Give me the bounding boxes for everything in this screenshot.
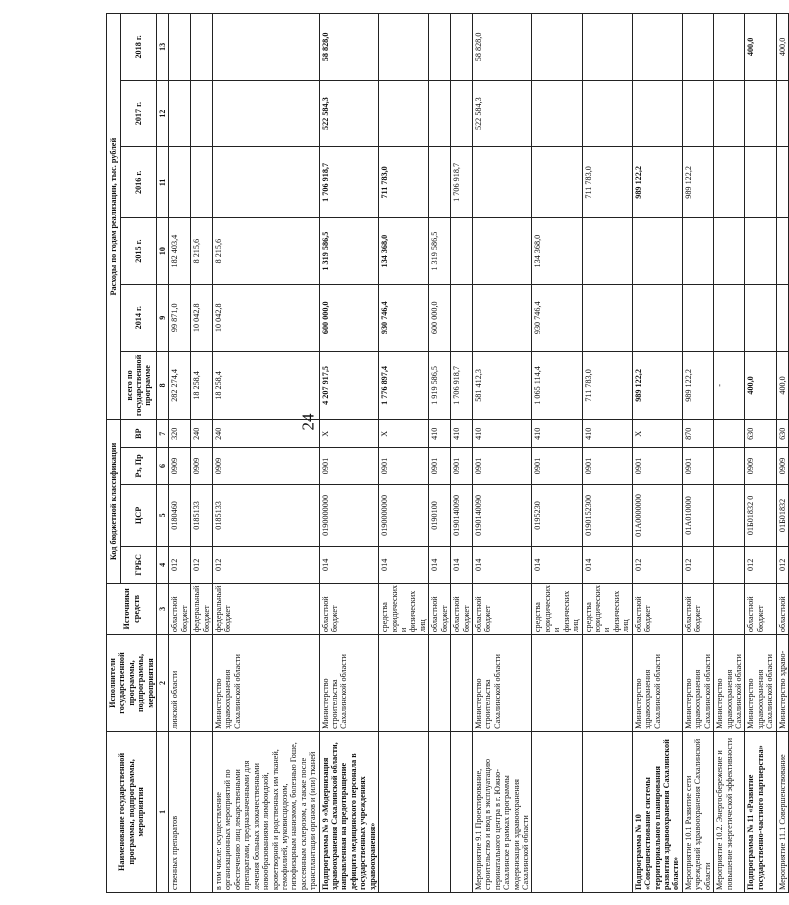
- table-row: [472, 14, 532, 893]
- cell-executor: Министерство строительства Сахалинской области: [319, 635, 379, 732]
- cell-2018: 58 828,0: [472, 14, 532, 81]
- col-number: 2: [157, 635, 169, 732]
- cell-csr: 0190000000: [319, 484, 379, 546]
- cell-csr: [714, 484, 745, 546]
- rotated-table-wrapper: [106, 13, 787, 893]
- cell-executor: Министерство здравоохранения Сахалинской области: [745, 635, 776, 732]
- cell-csr: 0190100: [429, 484, 451, 546]
- cell-executor: [191, 635, 213, 732]
- table-row: [169, 14, 191, 893]
- cell-2017: [429, 80, 451, 147]
- cell-2017: [682, 80, 713, 147]
- cell-2015: 1 319 586,5: [429, 218, 451, 285]
- cell-rzpr: 0901: [532, 448, 582, 485]
- cell-2014: [451, 284, 473, 351]
- cell-source: областной бюджет: [319, 583, 379, 635]
- cell-2018: 400,0: [745, 14, 776, 81]
- table-row: [212, 14, 319, 893]
- cell-2015: [682, 218, 713, 285]
- cell-2018: 58 828,0: [319, 14, 379, 81]
- cell-vr: X: [319, 420, 379, 448]
- cell-vr: 410: [472, 420, 532, 448]
- budget-table: [106, 13, 789, 893]
- cell-grbs: 012: [745, 547, 776, 584]
- cell-source: областной бюджет: [169, 583, 191, 635]
- page-number: 24: [298, 413, 318, 431]
- cell-2016: [169, 147, 191, 218]
- cell-vr: 240: [191, 420, 213, 448]
- cell-2016: [714, 147, 745, 218]
- cell-2016: [532, 147, 582, 218]
- cell-rzpr: 0909: [745, 448, 776, 485]
- header-years: Расходы по годам реализации, тыс. рублей: [107, 14, 121, 420]
- cell-rzpr: 0901: [632, 448, 682, 485]
- column-number-row: [157, 14, 169, 893]
- cell-2015: 134 368,0: [379, 218, 429, 285]
- cell-2016: [429, 147, 451, 218]
- cell-total: 282 274,4: [169, 351, 191, 420]
- cell-vr: X: [632, 420, 682, 448]
- cell-source: областной бюджет: [429, 583, 451, 635]
- cell-grbs: 012: [191, 547, 213, 584]
- cell-2014: 930 746,4: [379, 284, 429, 351]
- cell-csr: 01Б01832 0: [745, 484, 776, 546]
- cell-csr: 0190000000: [379, 484, 429, 546]
- table-row: [379, 14, 429, 893]
- cell-total: 400,0: [776, 351, 788, 420]
- cell-total: 989 122,2: [632, 351, 682, 420]
- col-number: 10: [157, 218, 169, 285]
- col-number: 6: [157, 448, 169, 485]
- cell-grbs: 012: [776, 547, 788, 584]
- header-2017: 2017 г.: [121, 80, 157, 147]
- cell-rzpr: 0901: [379, 448, 429, 485]
- cell-2016: 711 783,0: [582, 147, 632, 218]
- cell-2017: [582, 80, 632, 147]
- cell-2016: [191, 147, 213, 218]
- cell-total: 18 258,4: [191, 351, 213, 420]
- table-row: [532, 14, 582, 893]
- cell-vr: 410: [582, 420, 632, 448]
- cell-source: областной бюджет: [632, 583, 682, 635]
- col-number: 5: [157, 484, 169, 546]
- cell-2014: 10 042,8: [212, 284, 319, 351]
- cell-rzpr: 0909: [776, 448, 788, 485]
- cell-2014: [682, 284, 713, 351]
- cell-2016: [212, 147, 319, 218]
- cell-2018: [212, 14, 319, 81]
- cell-vr: 630: [776, 420, 788, 448]
- cell-executor: Министерство здравоохранения Сахалинской области: [714, 635, 745, 732]
- cell-grbs: 012: [212, 547, 319, 584]
- header-2014: 2014 г.: [121, 284, 157, 351]
- cell-grbs: 014: [532, 547, 582, 584]
- cell-2016: 1 706 918,7: [319, 147, 379, 218]
- cell-2015: [714, 218, 745, 285]
- cell-rzpr: 0901: [319, 448, 379, 485]
- col-number: 1: [157, 731, 169, 892]
- cell-2017: [714, 80, 745, 147]
- cell-total: 4 207 917,5: [319, 351, 379, 420]
- cell-name: Мероприятие 9.1 Проектирование, строительство и ввод в эксплуатацию перинатального центра в г. Южно-Сахалинске в рамках программы модернизации здравоохранения Сахалинской области: [472, 731, 532, 892]
- cell-vr: 870: [682, 420, 713, 448]
- cell-2017: [632, 80, 682, 147]
- cell-csr: 0180460: [169, 484, 191, 546]
- cell-2018: [582, 14, 632, 81]
- cell-total: 581 412,3: [472, 351, 532, 420]
- cell-total: 1 706 918,7: [451, 351, 473, 420]
- cell-total: 18 258,4: [212, 351, 319, 420]
- cell-2016: [472, 147, 532, 218]
- cell-vr: [714, 420, 745, 448]
- cell-2015: [632, 218, 682, 285]
- cell-2014: [472, 284, 532, 351]
- cell-2018: [451, 14, 473, 81]
- header-name: Наименование государственной программы, подпрограммы, мероприятия: [107, 731, 157, 892]
- cell-executor: [429, 635, 451, 732]
- cell-2018: [191, 14, 213, 81]
- cell-name: Мероприятие 10.2. Энергосбережение и повышение энергетической эффективности: [714, 731, 745, 892]
- cell-csr: 0190140090: [472, 484, 532, 546]
- cell-vr: X: [379, 420, 429, 448]
- col-number: 11: [157, 147, 169, 218]
- cell-source: [714, 583, 745, 635]
- header-total: всего по государственной программе: [121, 351, 157, 420]
- cell-2016: [745, 147, 776, 218]
- cell-name: Подпрограмма № 9 «Модернизация здравоохранения Сахалинской области, направленная на предотвращение дефицита медицинского персонала в государственных учреждениях здравоохранения»: [319, 731, 379, 892]
- cell-executor: [532, 635, 582, 732]
- header-source: Источники средств: [107, 583, 157, 635]
- cell-2016: 1 706 918,7: [451, 147, 473, 218]
- cell-grbs: 014: [582, 547, 632, 584]
- cell-2014: 600 000,0: [429, 284, 451, 351]
- cell-2014: 930 746,4: [532, 284, 582, 351]
- col-number: 3: [157, 583, 169, 635]
- cell-total: 989 122,2: [682, 351, 713, 420]
- cell-total: 1 776 897,4: [379, 351, 429, 420]
- table-body: [169, 14, 789, 893]
- cell-csr: 0190152300: [582, 484, 632, 546]
- table-row: [632, 14, 682, 893]
- cell-executor: [582, 635, 632, 732]
- cell-executor: Министерство здравоохранения Сахалинской области: [212, 635, 319, 732]
- table-row: [451, 14, 473, 893]
- cell-name: [191, 731, 213, 892]
- cell-2018: [429, 14, 451, 81]
- col-number: 4: [157, 547, 169, 584]
- cell-vr: 410: [451, 420, 473, 448]
- cell-rzpr: [714, 448, 745, 485]
- cell-2015: [451, 218, 473, 285]
- col-number: 13: [157, 14, 169, 81]
- cell-source: средства юридических и физических лиц: [379, 583, 429, 635]
- cell-2015: [472, 218, 532, 285]
- cell-2015: 134 368,0: [532, 218, 582, 285]
- cell-executor: Министерство здравоохранения Сахалинской области: [632, 635, 682, 732]
- cell-total: -: [714, 351, 745, 420]
- cell-2014: [582, 284, 632, 351]
- cell-2017: 522 584,3: [319, 80, 379, 147]
- table-row: [745, 14, 776, 893]
- cell-2018: [682, 14, 713, 81]
- cell-2014: [776, 284, 788, 351]
- cell-total: 400,0: [745, 351, 776, 420]
- cell-total: 711 783,0: [582, 351, 632, 420]
- cell-name: Мероприятие 10.1 Развитие сети учреждений здравоохранения Сахалинской области: [682, 731, 713, 892]
- cell-executor: [379, 635, 429, 732]
- cell-2017: [745, 80, 776, 147]
- cell-2015: [582, 218, 632, 285]
- cell-grbs: 012: [169, 547, 191, 584]
- cell-2015: [745, 218, 776, 285]
- cell-grbs: 014: [429, 547, 451, 584]
- cell-2016: 989 122,2: [632, 147, 682, 218]
- cell-2014: [632, 284, 682, 351]
- cell-2014: 99 871,0: [169, 284, 191, 351]
- header-2016: 2016 г.: [121, 147, 157, 218]
- cell-rzpr: 0901: [472, 448, 532, 485]
- header-rzpr: Рз, Пр: [121, 448, 157, 485]
- cell-source: областной бюджет: [745, 583, 776, 635]
- cell-rzpr: 0909: [169, 448, 191, 485]
- table-row: [191, 14, 213, 893]
- cell-csr: 01A0000000: [632, 484, 682, 546]
- cell-source: федеральный бюджет: [191, 583, 213, 635]
- cell-2018: [632, 14, 682, 81]
- cell-2015: 8 215,6: [191, 218, 213, 285]
- col-number: 9: [157, 284, 169, 351]
- table-row: [714, 14, 745, 893]
- cell-name: [429, 731, 451, 892]
- cell-2014: 10 042,8: [191, 284, 213, 351]
- cell-grbs: 014: [472, 547, 532, 584]
- cell-vr: 410: [532, 420, 582, 448]
- cell-2017: 522 584,3: [472, 80, 532, 147]
- cell-2017: [191, 80, 213, 147]
- cell-2018: [169, 14, 191, 81]
- cell-name: [379, 731, 429, 892]
- cell-source: областной бюджет: [451, 583, 473, 635]
- cell-rzpr: 0909: [191, 448, 213, 485]
- col-number: 7: [157, 420, 169, 448]
- table-row: [582, 14, 632, 893]
- cell-csr: 0195230: [532, 484, 582, 546]
- cell-2018: [379, 14, 429, 81]
- cell-2014: 600 000,0: [319, 284, 379, 351]
- cell-csr: 01Б01832: [776, 484, 788, 546]
- cell-2016: [776, 147, 788, 218]
- cell-2017: [212, 80, 319, 147]
- cell-2015: 1 319 586,5: [319, 218, 379, 285]
- cell-vr: 320: [169, 420, 191, 448]
- cell-2018: [714, 14, 745, 81]
- table-header: [107, 14, 169, 893]
- cell-csr: 0185133: [191, 484, 213, 546]
- cell-source: средства юридических и физических лиц: [582, 583, 632, 635]
- cell-2014: [745, 284, 776, 351]
- table-row: [776, 14, 788, 893]
- header-2018: 2018 г.: [121, 14, 157, 81]
- cell-name: [582, 731, 632, 892]
- col-number: 12: [157, 80, 169, 147]
- cell-name: Подпрограмма № 10 «Совершенствование системы территориального планирования развития здравоохранения Сахалинской области»: [632, 731, 682, 892]
- cell-csr: 01A010000: [682, 484, 713, 546]
- cell-2017: [776, 80, 788, 147]
- cell-2017: [379, 80, 429, 147]
- cell-csr: 0185133: [212, 484, 319, 546]
- cell-2015: 182 403,4: [169, 218, 191, 285]
- cell-executor: [451, 635, 473, 732]
- cell-source: федеральный бюджет: [212, 583, 319, 635]
- cell-rzpr: 0901: [451, 448, 473, 485]
- cell-total: 1 065 114,4: [532, 351, 582, 420]
- table-row: [429, 14, 451, 893]
- cell-vr: 630: [745, 420, 776, 448]
- cell-2017: [169, 80, 191, 147]
- header-csr: ЦСР: [121, 484, 157, 546]
- cell-rzpr: 0901: [582, 448, 632, 485]
- cell-grbs: 012: [632, 547, 682, 584]
- cell-rzpr: 0901: [682, 448, 713, 485]
- cell-source: областной: [776, 583, 788, 635]
- cell-2018: [532, 14, 582, 81]
- cell-rzpr: 0909: [212, 448, 319, 485]
- cell-2015: 8 215,6: [212, 218, 319, 285]
- cell-executor: Министерство здравоохранения Сахалинской области: [682, 635, 713, 732]
- cell-executor: линской области: [169, 635, 191, 732]
- header-2015: 2015 г.: [121, 218, 157, 285]
- cell-executor: Министерство здраво-: [776, 635, 788, 732]
- cell-source: средства юридических и физических лиц: [532, 583, 582, 635]
- header-executor: Исполнители государственной программы, подпрограммы, мероприятия: [107, 635, 157, 732]
- cell-executor: Министерство строительства Сахалинской области: [472, 635, 532, 732]
- cell-2018: 400,0: [776, 14, 788, 81]
- cell-rzpr: 0901: [429, 448, 451, 485]
- cell-name: ственных препаратов: [169, 731, 191, 892]
- col-number: 8: [157, 351, 169, 420]
- cell-grbs: 014: [379, 547, 429, 584]
- table-row: [319, 14, 379, 893]
- cell-2017: [532, 80, 582, 147]
- cell-source: областной бюджет: [682, 583, 713, 635]
- cell-2016: 711 783,0: [379, 147, 429, 218]
- cell-2015: [776, 218, 788, 285]
- cell-name: в том числе: осуществление организационных мероприятий по обеспечению лиц лекарственными препаратами, предназначенными для лечения больных злокачественными новообразованиями лимфоидной, кроветворной и родственных им тканей, гемофилией, муковисцидозом, гипофизарным нанизмом, болезнью Гоше, рассеянным склерозом, а также после трансплантации органов и (или) тканей: [212, 731, 319, 892]
- cell-2016: 989 122,2: [682, 147, 713, 218]
- header-codes: Код бюджетной классификации: [107, 420, 121, 583]
- cell-name: [451, 731, 473, 892]
- cell-csr: 0190140090: [451, 484, 473, 546]
- cell-grbs: 014: [451, 547, 473, 584]
- table-row: [682, 14, 713, 893]
- cell-vr: 240: [212, 420, 319, 448]
- cell-name: Подпрограмма № 11 «Развитие государственно-частного партнерства»: [745, 731, 776, 892]
- cell-2014: [714, 284, 745, 351]
- cell-grbs: 012: [682, 547, 713, 584]
- cell-total: 1 919 586,5: [429, 351, 451, 420]
- header-vr: ВР: [121, 420, 157, 448]
- cell-grbs: [714, 547, 745, 584]
- cell-grbs: 014: [319, 547, 379, 584]
- header-grbs: ГРБС: [121, 547, 157, 584]
- cell-source: областной бюджет: [472, 583, 532, 635]
- cell-2017: [451, 80, 473, 147]
- cell-name: Мероприятие 11.1 Совершенствование: [776, 731, 788, 892]
- cell-name: [532, 731, 582, 892]
- cell-vr: 410: [429, 420, 451, 448]
